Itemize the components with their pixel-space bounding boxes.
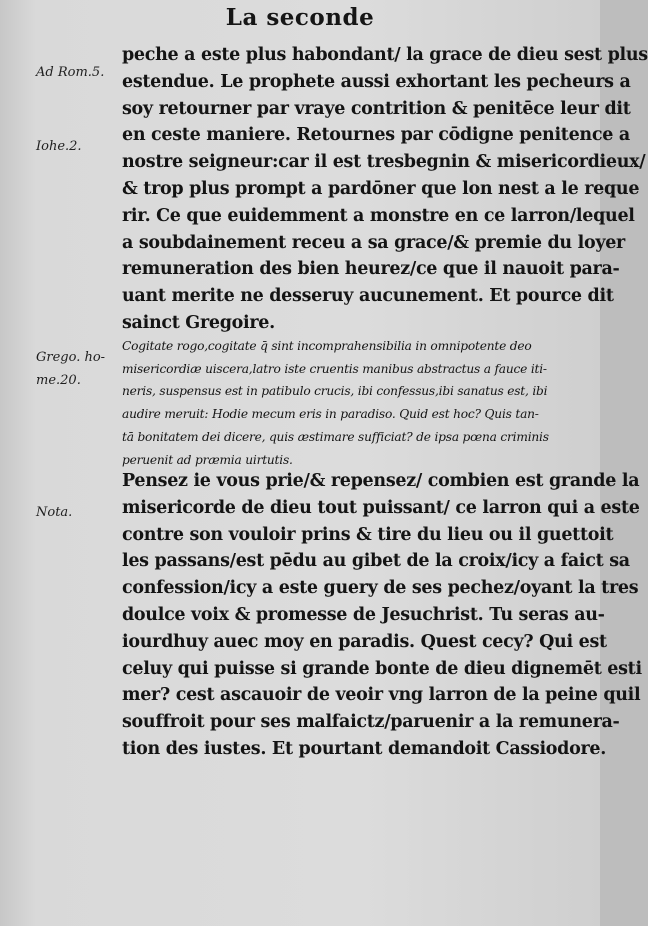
text-line: celuy qui puisse si grande bonte de dieu dignemēt esti bbox=[122, 658, 642, 679]
text-line: doulce voix & promesse de Jesuchrist. Tu seras au- bbox=[122, 604, 605, 625]
running-header: La seconde bbox=[225, 4, 375, 31]
text-line: tion des iustes. Et pourtant demandoit Cassiodore. bbox=[122, 738, 607, 759]
latin-line: Cogitate rogo,cogitate q̄ sint incomprahensibilia in omnipotente deo bbox=[122, 339, 532, 353]
margin-note-ad-rom: Ad Rom.5. bbox=[36, 65, 105, 80]
latin-line: peruenit ad præmia uirtutis. bbox=[122, 452, 293, 467]
text-line: sainct Gregoire. bbox=[122, 312, 275, 333]
margin-note-iohe: Iohe.2. bbox=[36, 139, 82, 154]
text-line: uant merite ne desseruy aucunement. Et pource dit bbox=[122, 286, 614, 307]
latin-line: neris, suspensus est in patibulo crucis, ibi confessus,ibi sanatus est, ibi bbox=[122, 384, 548, 399]
text-line: misericorde de dieu tout puissant/ ce larron qui a este bbox=[122, 497, 640, 518]
text-line: iourdhuy auec moy en paradis. Quest cecy? Qui est bbox=[122, 631, 607, 652]
text-line: & trop plus prompt a pardōner que lon nest a le reque bbox=[122, 178, 640, 199]
margin-note-grego-cont: me.20. bbox=[36, 373, 81, 388]
text-line: rir. Ce que euidemment a monstre en ce larron/lequel bbox=[122, 205, 635, 226]
text-line: mer? cest ascauoir de veoir vng larron de la peine quil bbox=[122, 685, 641, 706]
text-line: contre son vouloir prins & tire du lieu ou il guettoit bbox=[122, 524, 614, 545]
text-line: estendue. Le prophete aussi exhortant les pecheurs a bbox=[122, 71, 631, 92]
text-line: a soubdainement receu a sa grace/& premie du loyer bbox=[122, 232, 625, 253]
text-line: Pensez ie vous prie/& repensez/ combien est grande la bbox=[122, 471, 640, 491]
latin-quotation bbox=[122, 335, 582, 471]
text-line: remuneration des bien heurez/ce que il nauoit para- bbox=[122, 259, 620, 280]
text-line: peche a este plus habondant/ la grace de dieu sest plus bbox=[122, 45, 648, 65]
text-line: nostre seigneur:car il est tresbegnin & misericordieux/ bbox=[122, 152, 646, 173]
latin-line: audire meruit: Hodie mecum eris in paradiso. Quid est hoc? Quis tan- bbox=[122, 407, 539, 422]
latin-line: misericordiæ uiscera,latro iste cruentis manibus abstractus a fauce iti- bbox=[122, 361, 547, 376]
margin-note-nota: Nota. bbox=[36, 505, 73, 520]
paragraph-first bbox=[122, 42, 648, 337]
latin-line: tā bonitatem dei dicere, quis æstimare sufficiat? de ipsa pœna criminis bbox=[122, 429, 549, 444]
margin-note-grego: Grego. ho- bbox=[36, 350, 106, 365]
text-line: les passans/est pēdu au gibet de la croix/icy a faict sa bbox=[122, 551, 630, 572]
text-line: en ceste maniere. Retournes par cōdigne penitence a bbox=[122, 125, 630, 146]
text-line: confession/icy a este guery de ses pechez/oyant la tres bbox=[122, 578, 639, 599]
text-line: souffroit pour ses malfaictz/paruenir a la remunera- bbox=[122, 712, 620, 733]
paragraph-second bbox=[122, 468, 642, 763]
text-line: soy retourner par vraye contrition & penitēce leur dit bbox=[122, 98, 631, 119]
